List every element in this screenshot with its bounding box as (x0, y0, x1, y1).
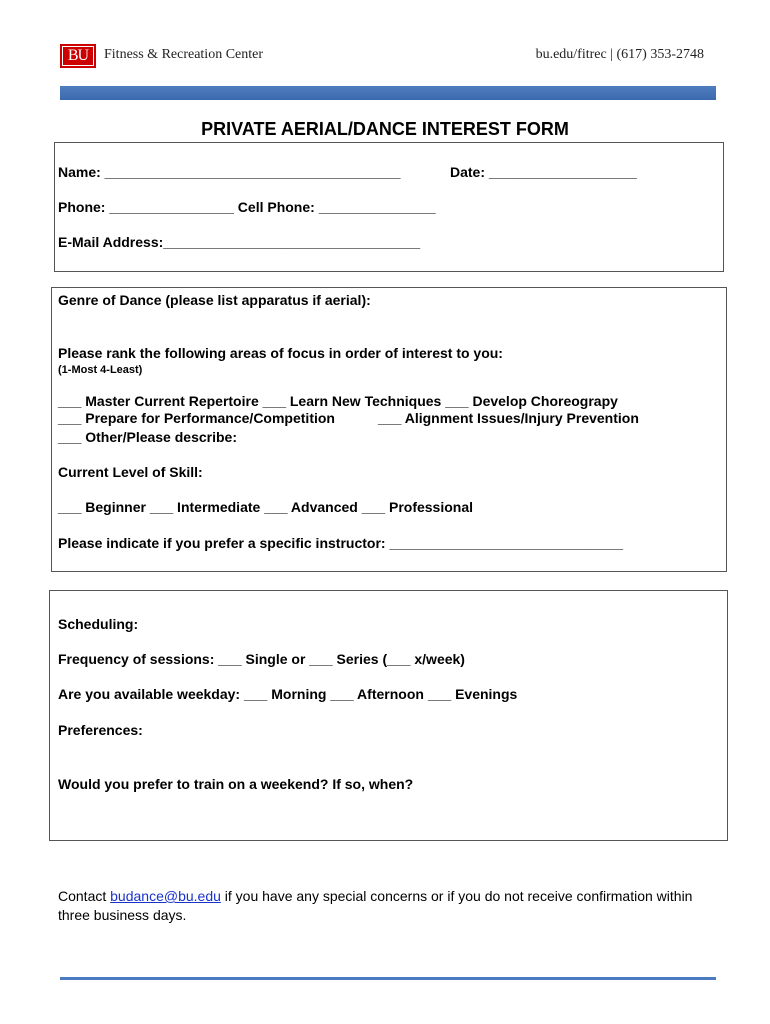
header-rule (60, 86, 716, 100)
availability-field[interactable]: Are you available weekday: ___ Morning ___ Afternoon ___ Evenings (58, 686, 518, 702)
preferences-field[interactable]: Preferences: (58, 722, 143, 738)
footer-suffix: if you have any special concerns or if you do not receive confirmation within three business days. (58, 888, 693, 923)
footer-rule (60, 977, 716, 980)
footer-note (58, 887, 718, 925)
org-name: Fitness & Recreation Center (104, 47, 264, 62)
focus-prepare-performance[interactable]: ___ Prepare for Performance/Competition (58, 410, 335, 426)
focus-other[interactable]: ___ Other/Please describe: (58, 429, 237, 445)
form-title: PRIVATE AERIAL/DANCE INTEREST FORM (201, 119, 569, 139)
instructor-field[interactable]: Please indicate if you prefer a specific instructor: ______________________________ (58, 535, 624, 551)
weekend-field[interactable]: Would you prefer to train on a weekend? If so, when? (58, 776, 414, 792)
bu-logo (60, 44, 96, 68)
phone-field[interactable]: Phone: ________________ Cell Phone: _______________ (58, 199, 436, 215)
focus-row-1[interactable]: ___ Master Current Repertoire ___ Learn New Techniques ___ Develop Choreograpy (58, 393, 618, 409)
date-field[interactable]: Date: ___________________ (450, 164, 637, 180)
name-field[interactable]: Name: ______________________________________ (58, 164, 401, 180)
footer-prefix: Contact (58, 888, 111, 904)
frequency-field[interactable]: Frequency of sessions: ___ Single or ___ Series (___ x/week) (58, 651, 465, 667)
rank-scale: (1-Most 4-Least) (58, 364, 143, 376)
genre-field[interactable]: Genre of Dance (please list apparatus if aerial): (58, 292, 371, 308)
contact-email-link[interactable]: budance@bu.edu (110, 888, 221, 904)
scheduling-label: Scheduling: (58, 616, 139, 632)
bu-logo-text: BU (62, 46, 94, 66)
rank-prompt: Please rank the following areas of focus in order of interest to you: (58, 345, 503, 361)
focus-alignment[interactable]: ___ Alignment Issues/Injury Prevention (378, 410, 639, 426)
header-contact: bu.edu/fitrec | (617) 353-2748 (535, 47, 704, 62)
skill-label: Current Level of Skill: (58, 464, 203, 480)
email-field[interactable]: E-Mail Address:_________________________________ (58, 234, 421, 250)
skill-options[interactable]: ___ Beginner ___ Intermediate ___ Advanced ___ Professional (58, 499, 474, 515)
scheduling-section (49, 590, 728, 841)
